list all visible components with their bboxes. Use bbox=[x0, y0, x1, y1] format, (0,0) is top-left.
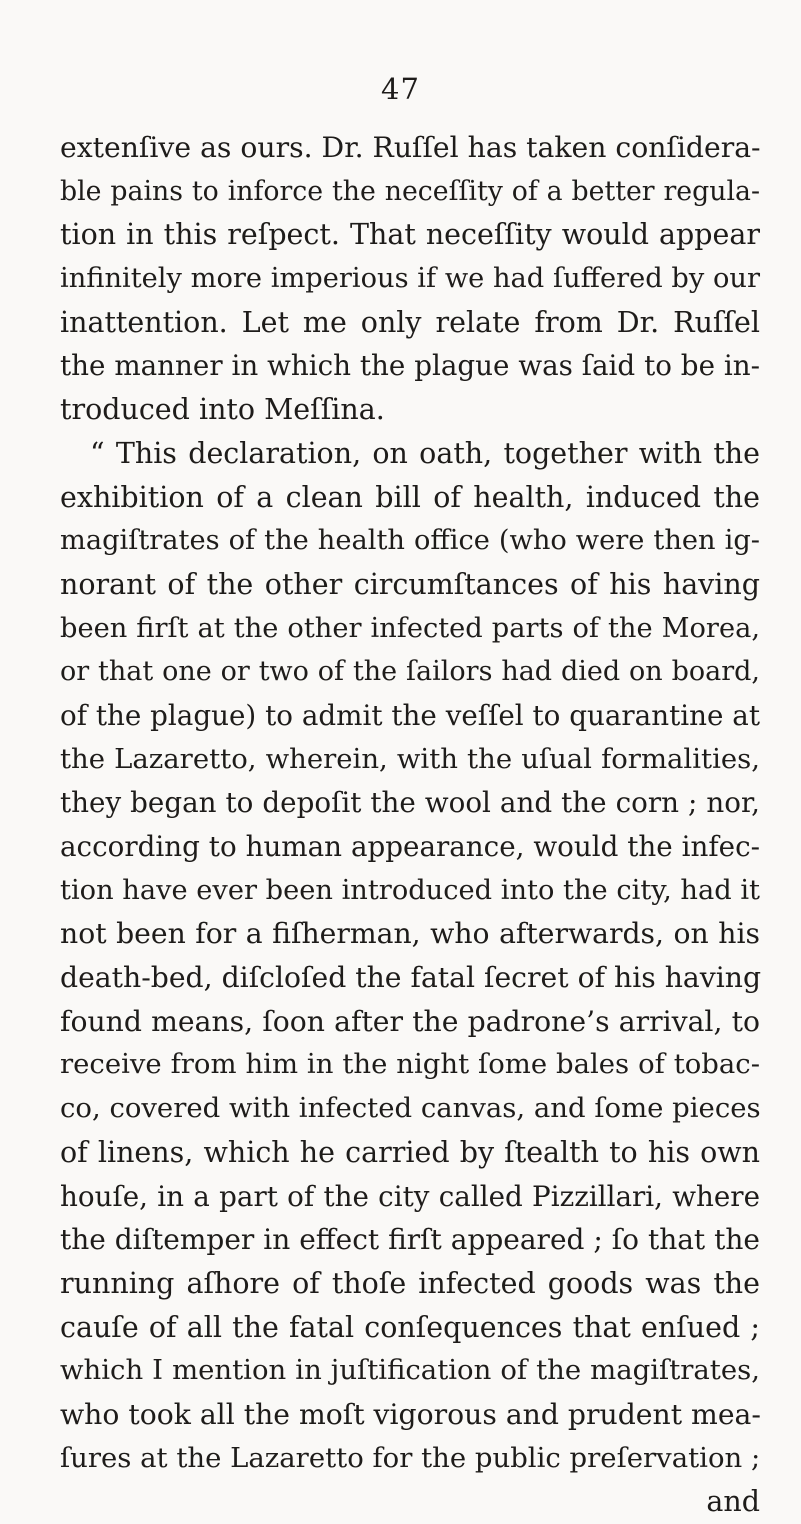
text-line: running aſhore of thoſe infected goods was the bbox=[60, 1266, 760, 1300]
text-line: the manner in which the plague was ſaid to be in- bbox=[60, 349, 760, 383]
text-line: found means, ſoon after the padrone’s arrival, to bbox=[60, 1004, 760, 1038]
text-line: not been for a fiſherman, who afterwards, on his bbox=[60, 917, 760, 951]
text-line: norant of the other circumſtances of his having bbox=[60, 567, 760, 601]
text-line: or that one or two of the ſailors had died on board, bbox=[60, 656, 760, 688]
text-line: “ This declaration, on oath, together with the bbox=[90, 436, 760, 470]
text-line: who took all the moſt vigorous and prudent mea- bbox=[60, 1397, 761, 1431]
body-text bbox=[60, 126, 760, 1524]
page-number: 47 bbox=[381, 72, 420, 106]
text-line: extenſive as ours. Dr. Ruſſel has taken conſidera- bbox=[60, 131, 761, 164]
text-line: tion in this reſpect. That neceſſity would appear bbox=[60, 218, 760, 252]
text-line: co, covered with infected canvas, and ſome pieces bbox=[60, 1092, 761, 1125]
text-line: according to human appearance, would the infec- bbox=[60, 830, 760, 863]
catchword: and bbox=[706, 1485, 760, 1519]
text-line: houſe, in a part of the city called Pizzillari, where bbox=[60, 1179, 760, 1213]
text-line: the diſtemper in effect firſt appeared ; ſo that the bbox=[60, 1223, 760, 1257]
text-line: receive from him in the night ſome bales of tobac- bbox=[60, 1048, 760, 1081]
text-line: been firſt at the other infected parts of the Morea, bbox=[60, 612, 760, 644]
text-line: which I mention in juſtification of the magiſtrates, bbox=[60, 1354, 760, 1387]
text-line: of linens, which he carried by ſtealth to his own bbox=[60, 1135, 760, 1169]
text-line: ble pains to inforce the neceſſity of a better regula- bbox=[60, 175, 760, 207]
text-line: the Lazaretto, wherein, with the uſual formalities, bbox=[60, 742, 760, 775]
text-line: troduced into Meſſina. bbox=[60, 393, 385, 427]
text-line: exhibition of a clean bill of health, induced the bbox=[60, 480, 760, 514]
text-line: cauſe of all the fatal conſequences that enſued ; bbox=[60, 1310, 760, 1344]
text-line: death-bed, diſcloſed the fatal ſecret of his having bbox=[60, 961, 762, 995]
text-line: magiſtrates of the health office (who were then ig- bbox=[60, 525, 760, 557]
text-line: infinitely more imperious if we had ſuffered by our bbox=[60, 263, 760, 295]
text-line: of the plague) to admit the veſſel to quarantine at bbox=[60, 698, 760, 732]
text-line: ſures at the Lazaretto for the public preſervation ; bbox=[60, 1441, 761, 1474]
text-line: tion have ever been introduced into the city, had it bbox=[60, 874, 760, 906]
text-line: they began to depoſit the wool and the corn ; nor, bbox=[60, 786, 760, 820]
text-line: inattention. Let me only relate from Dr. Ruſſel bbox=[60, 305, 760, 339]
